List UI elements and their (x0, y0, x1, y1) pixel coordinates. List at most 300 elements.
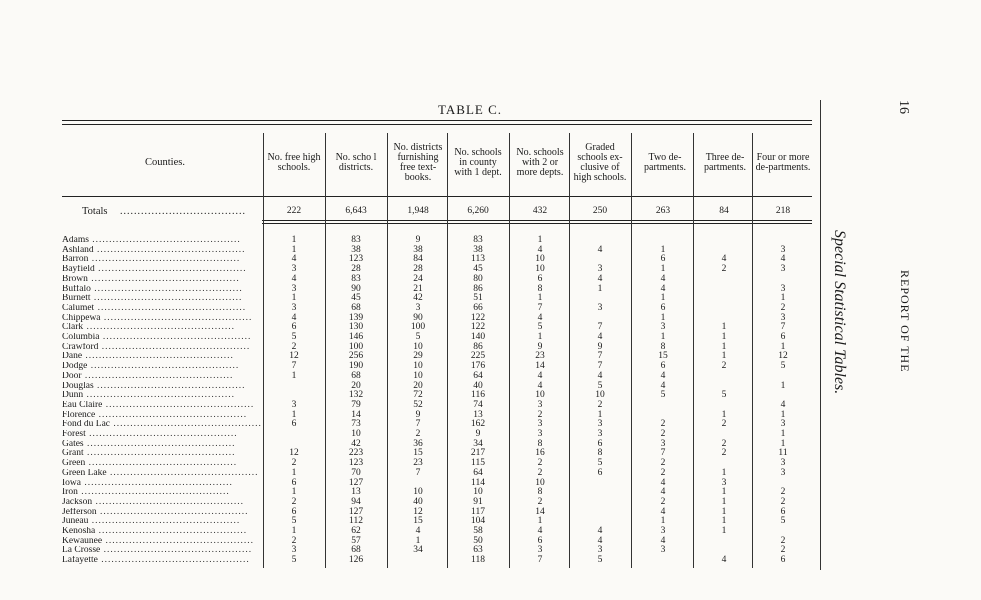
table-cell: 6 (291, 506, 297, 517)
leader-dots: ............................................ (88, 255, 241, 265)
table-cell: 1 (780, 409, 786, 420)
table-cell: 23 (535, 351, 545, 362)
table-title: TABLE C. (437, 102, 502, 117)
table-cell: 1 (780, 438, 786, 449)
county-name-cell (62, 246, 262, 256)
table-row (0, 440, 820, 450)
table-cell: 10 (595, 390, 605, 401)
table-cell: 4 (660, 477, 666, 488)
table-cell: 3 (597, 429, 603, 439)
table-cell: 3 (537, 545, 543, 556)
table-row (0, 333, 820, 343)
table-cell: 127 (348, 477, 364, 488)
county-name: Douglas (62, 381, 94, 391)
header-four-or-more-departments: Four or more de-partments. (755, 152, 811, 173)
leader-dots: ............................................ (85, 430, 238, 439)
table-cell: 34 (413, 545, 423, 556)
totals-school-districts: 6,643 (345, 206, 367, 216)
table-cell: 2 (415, 429, 421, 439)
table-row (0, 430, 820, 440)
county-name-cell (62, 255, 262, 265)
county-name-cell (62, 314, 262, 324)
table-cell: 45 (351, 293, 361, 304)
table-cell: 86 (473, 283, 483, 294)
table-cell: 5 (537, 322, 543, 333)
table-cell: 4 (537, 526, 543, 536)
table-cell: 1 (780, 429, 786, 439)
table-cell: 1 (721, 341, 727, 352)
table-row (0, 508, 820, 518)
table-cell: 13 (351, 487, 361, 498)
table-cell: 2 (660, 496, 666, 507)
table-cell: 7 (597, 322, 603, 333)
table-cell: 6 (780, 506, 786, 517)
table-row (0, 372, 820, 382)
county-name: Juneau (62, 517, 89, 527)
table-cell: 10 (473, 487, 483, 498)
top-rule (62, 120, 812, 121)
table-cell: 139 (348, 312, 364, 323)
totals-two-departments: 263 (655, 206, 671, 216)
table-cell: 10 (413, 361, 423, 372)
table-cell: 5 (660, 390, 666, 401)
county-name-cell (62, 449, 262, 459)
table-cell: 3 (780, 467, 786, 478)
county-name-cell (62, 343, 262, 353)
county-name-cell (62, 508, 262, 518)
table-cell: 12 (413, 506, 423, 517)
side-title: Special Statistical Tables. (831, 230, 848, 395)
table-cell: 42 (351, 438, 361, 449)
table-cell: 4 (660, 283, 666, 294)
header-school-districts: No. scho l districts. (335, 152, 377, 173)
leader-dots: ............................................ (94, 303, 247, 313)
table-cell: 8 (660, 341, 666, 352)
county-name: Green (62, 459, 86, 469)
county-name: Ashland (62, 245, 94, 255)
table-cell: 1 (721, 332, 727, 342)
table-cell: 90 (413, 312, 423, 323)
table-cell: 23 (413, 458, 423, 469)
county-name-cell (62, 459, 262, 469)
table-row (0, 382, 820, 392)
county-name: La Crosse (62, 546, 101, 556)
county-name: Burnett (62, 294, 91, 304)
table-cell: 83 (351, 235, 361, 245)
table-cell: 5 (597, 458, 603, 469)
table-cell: 4 (721, 254, 727, 265)
county-name-cell (62, 294, 262, 304)
top-rule-double (62, 124, 812, 125)
table-cell: 9 (597, 341, 603, 352)
table-cell: 123 (348, 254, 364, 265)
table-cell: 36 (413, 438, 423, 449)
table-cell: 63 (473, 545, 483, 556)
leader-dots: ............................................ (94, 265, 247, 275)
table-cell: 5 (597, 555, 603, 566)
table-row (0, 294, 820, 304)
county-name: Door (62, 371, 82, 381)
table-cell: 1 (291, 235, 297, 245)
county-name: Barron (62, 255, 89, 265)
table-cell: 20 (413, 380, 423, 391)
county-name: Kenosha (62, 527, 96, 536)
county-name-cell (62, 382, 262, 392)
totals-leader-dots: .................................... (120, 206, 246, 217)
county-name: Brown (62, 274, 88, 284)
table-cell: 1 (537, 516, 543, 527)
county-name: Green Lake (62, 468, 107, 478)
county-name: Crawford (62, 342, 99, 352)
table-row (0, 469, 820, 479)
table-cell: 3 (597, 264, 603, 275)
table-cell: 117 (471, 506, 485, 517)
table-cell: 1 (721, 467, 727, 478)
table-row (0, 537, 820, 547)
table-cell: 4 (660, 535, 666, 546)
table-cell: 162 (470, 419, 486, 430)
table-cell: 3 (291, 545, 297, 556)
table-cell: 3 (780, 458, 786, 469)
table-cell: 52 (413, 399, 423, 410)
header-one-dept: No. schools in county with 1 dept. (454, 147, 502, 178)
table-cell: 2 (721, 419, 727, 430)
table-cell: 2 (537, 496, 543, 507)
table-cell: 176 (470, 361, 486, 372)
table-cell: 2 (780, 545, 786, 556)
table-cell: 3 (780, 264, 786, 275)
county-name-cell (62, 333, 262, 343)
table-cell: 84 (413, 254, 423, 265)
table-cell: 3 (597, 419, 603, 430)
table-cell: 2 (660, 458, 666, 469)
leader-dots: ............................................ (98, 342, 251, 352)
table-cell: 7 (597, 361, 603, 372)
county-name: Bayfield (62, 265, 95, 275)
table-cell: 2 (660, 429, 666, 439)
table-cell: 5 (291, 516, 297, 527)
table-cell: 10 (413, 341, 423, 352)
table-cell: 6 (537, 273, 543, 284)
table-cell: 2 (597, 399, 603, 410)
county-name: Gates (62, 439, 84, 449)
table-cell: 4 (537, 244, 543, 255)
table-cell: 140 (470, 332, 486, 342)
table-cell: 4 (537, 370, 543, 381)
table-row (0, 449, 820, 459)
table-cell: 10 (535, 264, 545, 275)
table-row (0, 420, 820, 430)
header-counties: Counties. (145, 157, 185, 168)
county-name-cell (62, 411, 262, 421)
table-cell: 115 (471, 458, 485, 469)
table-cell: 2 (721, 438, 727, 449)
table-cell: 79 (351, 399, 361, 410)
table-cell: 3 (537, 429, 543, 439)
table-cell: 15 (413, 516, 423, 527)
header-free-high-schools: No. free high schools. (267, 152, 321, 173)
table-cell: 73 (351, 419, 361, 430)
table-cell: 10 (535, 390, 545, 401)
table-cell: 114 (471, 477, 485, 488)
county-name-cell (62, 479, 262, 489)
leader-dots: ............................................ (85, 459, 238, 469)
table-cell: 1 (721, 487, 727, 498)
table-cell: 4 (291, 273, 297, 284)
leader-dots: ............................................ (100, 546, 253, 556)
table-cell: 2 (537, 458, 543, 469)
table-cell: 68 (351, 545, 361, 556)
table-row (0, 401, 820, 411)
table-cell: 6 (660, 361, 666, 372)
county-name-cell (62, 362, 262, 372)
table-cell: 6 (291, 322, 297, 333)
table-cell: 68 (351, 370, 361, 381)
table-cell: 9 (475, 429, 481, 439)
table-cell: 2 (291, 458, 297, 469)
table-row (0, 459, 820, 469)
leader-dots: ............................................ (106, 468, 259, 478)
county-name: Dunn (62, 391, 84, 401)
table-cell: 66 (473, 302, 483, 313)
table-cell: 10 (351, 429, 361, 439)
table-cell: 6 (597, 438, 603, 449)
table-cell: 2 (780, 487, 786, 498)
leader-dots: ............................................ (83, 439, 236, 449)
table-cell: 4 (537, 380, 543, 391)
table-row (0, 314, 820, 324)
table-cell: 1 (721, 506, 727, 517)
table-cell: 50 (473, 535, 483, 546)
table-cell: 34 (473, 438, 483, 449)
table-cell: 4 (597, 273, 603, 284)
county-name-cell (62, 304, 262, 314)
table-row (0, 323, 820, 333)
table-cell: 112 (349, 516, 363, 527)
leader-dots: ............................................ (81, 478, 233, 488)
table-cell: 3 (660, 322, 666, 333)
county-name-cell (62, 469, 262, 479)
table-cell: 1 (721, 322, 727, 333)
totals-free-text-books: 1,948 (407, 206, 429, 216)
table-cell: 130 (348, 322, 364, 333)
table-cell: 1 (291, 409, 297, 420)
header-two-or-more-depts: No. schools with 2 or more depts. (516, 147, 564, 178)
county-name-cell (62, 391, 262, 401)
table-cell: 1 (721, 526, 727, 536)
table-cell: 3 (780, 283, 786, 294)
table-cell: 1 (721, 409, 727, 420)
table-row (0, 517, 820, 527)
table-row (0, 255, 820, 265)
page-number: 16 (896, 100, 911, 114)
table-cell: 3 (291, 264, 297, 275)
table-cell: 4 (597, 535, 603, 546)
table-cell: 6 (291, 419, 297, 430)
table-cell: 1 (721, 496, 727, 507)
table-cell: 4 (291, 254, 297, 265)
table-cell: 16 (535, 448, 545, 459)
table-cell: 2 (537, 409, 543, 420)
table-cell: 11 (778, 448, 788, 459)
leader-dots: ............................................ (81, 371, 234, 381)
table-cell: 1 (291, 370, 297, 381)
table-cell: 1 (291, 526, 297, 536)
county-name-cell (62, 265, 262, 275)
header-three-departments: Three de-partments. (704, 152, 746, 173)
table-cell: 29 (413, 351, 423, 362)
table-cell: 6 (780, 332, 786, 342)
table-cell: 68 (351, 302, 361, 313)
table-cell: 14 (351, 409, 361, 420)
table-cell: 3 (780, 244, 786, 255)
county-name: Jackson (62, 497, 93, 507)
leader-dots: ............................................ (77, 488, 230, 498)
table-cell: 4 (291, 312, 297, 323)
table-cell: 123 (348, 458, 364, 469)
table-cell: 3 (597, 545, 603, 556)
leader-dots: ............................................ (100, 313, 253, 323)
table-cell: 28 (413, 264, 423, 275)
table-cell: 2 (291, 341, 297, 352)
table-cell: 7 (291, 361, 297, 372)
table-cell: 15 (413, 448, 423, 459)
table-cell: 3 (660, 438, 666, 449)
table-cell: 6 (660, 254, 666, 265)
table-cell: 1 (291, 293, 297, 304)
table-cell: 4 (660, 273, 666, 284)
leader-dots: ............................................ (82, 352, 234, 362)
county-name: Dane (62, 352, 83, 362)
county-name: Eau Claire (62, 400, 103, 410)
table-cell: 1 (660, 264, 666, 275)
table-cell: 5 (721, 390, 727, 401)
table-cell: 90 (351, 283, 361, 294)
table-cell: 100 (410, 322, 426, 333)
table-cell: 91 (473, 496, 483, 507)
totals-rule (262, 220, 812, 221)
table-cell: 64 (473, 467, 483, 478)
table-cell: 24 (413, 273, 423, 284)
table-cell: 6 (291, 477, 297, 488)
table-cell: 9 (415, 409, 421, 420)
table-cell: 6 (780, 555, 786, 566)
table-cell: 3 (721, 477, 727, 488)
table-cell: 45 (473, 264, 483, 275)
table-cell: 64 (473, 370, 483, 381)
county-name-cell (62, 546, 262, 556)
county-name: Chippewa (62, 313, 101, 323)
leader-dots: ............................................ (96, 507, 249, 517)
table-row (0, 411, 820, 421)
table-cell: 38 (351, 244, 361, 255)
county-name: Columbia (62, 333, 100, 342)
header-two-departments: Two de-partments. (644, 152, 686, 173)
table-cell: 116 (471, 390, 485, 401)
table-cell: 7 (415, 419, 421, 430)
leader-dots: ............................................ (87, 362, 240, 372)
table-cell: 1 (721, 516, 727, 527)
table-cell: 8 (537, 487, 543, 498)
county-name-cell (62, 498, 262, 508)
table-row (0, 285, 820, 295)
county-name: Iron (62, 488, 78, 498)
leader-dots: ............................................ (92, 497, 244, 507)
table-row (0, 246, 820, 256)
table-cell: 7 (780, 322, 786, 333)
leader-dots: ............................................ (87, 274, 240, 284)
leader-dots: ............................................ (97, 556, 250, 566)
table-cell: 3 (291, 283, 297, 294)
table-cell: 122 (470, 322, 486, 333)
table-cell: 2 (291, 535, 297, 546)
table-cell: 4 (597, 332, 603, 342)
table-cell: 4 (415, 526, 421, 536)
header-free-text-books: No. districts furnishing free text-books. (393, 142, 443, 183)
table-row (0, 304, 820, 314)
table-cell: 1 (415, 535, 421, 546)
table-cell: 72 (413, 390, 423, 401)
table-cell: 21 (413, 283, 423, 294)
table-cell: 1 (660, 293, 666, 304)
totals-three-departments: 84 (719, 206, 729, 216)
table-cell: 1 (660, 244, 666, 255)
county-name-cell (62, 372, 262, 382)
totals-four-or-more-departments: 218 (775, 206, 791, 216)
table-cell: 10 (535, 254, 545, 265)
table-cell: 1 (780, 293, 786, 304)
leader-dots: ............................................ (83, 323, 235, 333)
table-cell: 2 (660, 467, 666, 478)
table-cell: 1 (660, 312, 666, 323)
leader-dots: ............................................ (95, 410, 248, 420)
county-name-cell (62, 352, 262, 362)
county-name-cell (62, 517, 262, 527)
county-name-cell (62, 537, 262, 547)
table-row (0, 343, 820, 353)
table-cell: 12 (778, 351, 788, 362)
table-cell: 6 (537, 535, 543, 546)
leader-dots: ............................................ (110, 420, 262, 430)
table-row (0, 546, 820, 556)
county-name: Clark (62, 323, 84, 333)
table-row (0, 498, 820, 508)
table-cell: 58 (473, 526, 483, 536)
table-cell: 5 (415, 332, 421, 342)
table-cell: 3 (537, 419, 543, 430)
leader-dots: ............................................ (95, 527, 248, 536)
table-cell: 2 (780, 302, 786, 313)
table-cell: 1 (537, 332, 543, 342)
table-row (0, 556, 820, 566)
table-cell: 1 (597, 409, 603, 420)
table-cell: 100 (348, 341, 364, 352)
table-cell: 225 (470, 351, 486, 362)
leader-dots: ............................................ (83, 391, 235, 401)
leader-dots: ............................................ (99, 333, 252, 342)
table-cell: 86 (473, 341, 483, 352)
table-cell: 38 (413, 244, 423, 255)
table-cell: 1 (291, 467, 297, 478)
table-cell: 1 (597, 283, 603, 294)
leader-dots: ............................................ (93, 381, 246, 391)
table-cell: 8 (597, 448, 603, 459)
table-cell: 8 (537, 283, 543, 294)
county-name-cell (62, 430, 262, 440)
table-cell: 1 (537, 293, 543, 304)
table-cell: 4 (721, 555, 727, 566)
leader-dots: ............................................ (102, 400, 255, 410)
